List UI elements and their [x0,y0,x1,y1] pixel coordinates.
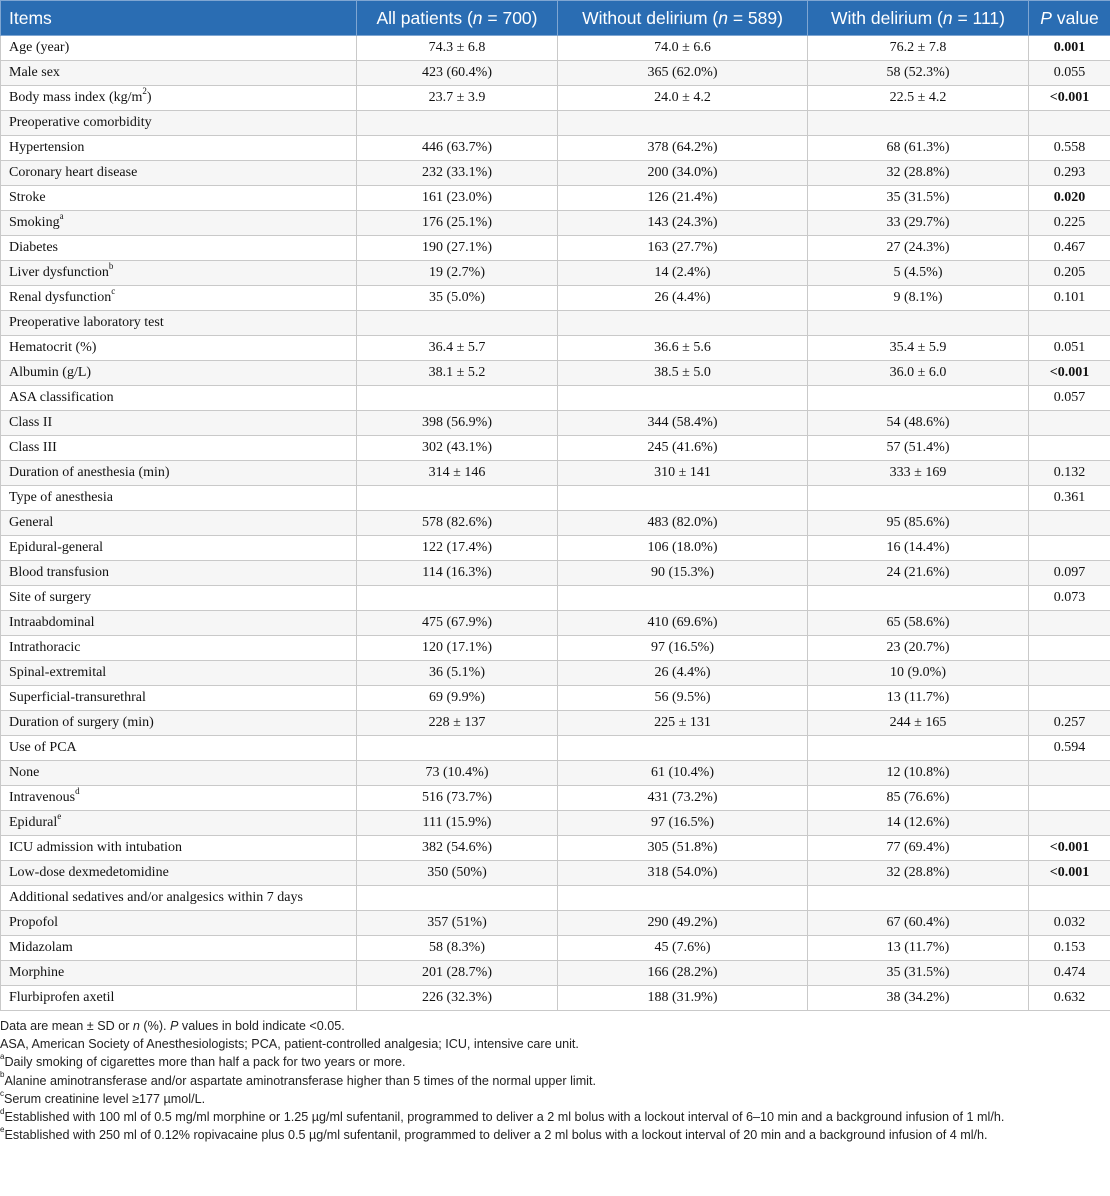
cell-without-delirium: 431 (73.2%) [558,786,808,811]
footnote-c: $^c$Serum creatinine level ≥177 µmol/L. [0,1088,206,1106]
cell-p-value: 0.051 [1029,336,1110,361]
row-label: Age (year) [1,36,357,61]
cell-all-patients: 19 (2.7%) [357,261,558,286]
cell-with-delirium: 54 (48.6%) [808,411,1029,436]
table-row [1,36,1110,61]
row-label: Class III [1,436,357,461]
cell-all-patients: 36 (5.1%) [357,661,558,686]
cell-p-value: 0.225 [1029,211,1110,236]
cell-p-value [1029,761,1110,786]
cell-without-delirium: 290 (49.2%) [558,911,808,936]
row-label: Smoking$^a$ [1,211,357,236]
table-row [1,236,1110,261]
table-row [1,286,1110,311]
cell-p-value: <0.001 [1029,361,1110,386]
cell-p-value: 0.205 [1029,261,1110,286]
cell-with-delirium: 38 (34.2%) [808,986,1029,1011]
cell-all-patients [357,311,558,336]
cell-all-patients: 423 (60.4%) [357,61,558,86]
cell-without-delirium: 97 (16.5%) [558,811,808,836]
cell-without-delirium: 126 (21.4%) [558,186,808,211]
row-label: Morphine [1,961,357,986]
cell-p-value: 0.293 [1029,161,1110,186]
table-row [1,261,1110,286]
table-row [1,61,1110,86]
row-label: Duration of surgery (min) [1,711,357,736]
cell-p-value: 0.020 [1029,186,1110,211]
cell-with-delirium: 36.0 ± 6.0 [808,361,1029,386]
row-label: Stroke [1,186,357,211]
cell-p-value: 0.474 [1029,961,1110,986]
cell-all-patients: 228 ± 137 [357,711,558,736]
table-row [1,761,1110,786]
cell-all-patients [357,586,558,611]
row-label: Hematocrit (%) [1,336,357,361]
cell-p-value: 0.097 [1029,561,1110,586]
cell-p-value: 0.073 [1029,586,1110,611]
cell-p-value [1029,536,1110,561]
cell-with-delirium: 9 (8.1%) [808,286,1029,311]
row-label: Class II [1,411,357,436]
table-row [1,336,1110,361]
cell-without-delirium: 90 (15.3%) [558,561,808,586]
cell-without-delirium [558,386,808,411]
cell-all-patients: 114 (16.3%) [357,561,558,586]
cell-all-patients: 73 (10.4%) [357,761,558,786]
cell-all-patients: 69 (9.9%) [357,686,558,711]
table-row [1,986,1110,1011]
cell-p-value [1029,611,1110,636]
table-row [1,211,1110,236]
header-all-patients: All patients (n = 700) [357,1,558,36]
row-label: Intrathoracic [1,636,357,661]
row-label: Spinal-extremital [1,661,357,686]
table-row [1,536,1110,561]
row-label: Propofol [1,911,357,936]
table-row [1,836,1110,861]
cell-without-delirium: 26 (4.4%) [558,286,808,311]
cell-all-patients [357,111,558,136]
cell-all-patients: 111 (15.9%) [357,811,558,836]
cell-all-patients: 232 (33.1%) [357,161,558,186]
cell-with-delirium: 22.5 ± 4.2 [808,86,1029,111]
cell-all-patients: 578 (82.6%) [357,511,558,536]
table-body [1,36,1110,1011]
row-label: Preoperative laboratory test [1,311,357,336]
table-row [1,911,1110,936]
cell-with-delirium [808,111,1029,136]
cell-all-patients: 475 (67.9%) [357,611,558,636]
row-label: Low-dose dexmedetomidine [1,861,357,886]
footnote-d: $^d$Established with 100 ml of 0.5 mg/ml morphine or 1.25 µg/ml sufentanil, programmed to deliver a 2 ml bolus with a lockout interval of 6–10 min and a background infusion of 1 ml/h. [0,1106,1005,1125]
cell-with-delirium: 33 (29.7%) [808,211,1029,236]
table-row [1,886,1110,911]
row-label: Preoperative comorbidity [1,111,357,136]
row-label: Additional sedatives and/or analgesics within 7 days [1,886,357,911]
footnote-b: $^b$Alanine aminotransferase and/or aspartate aminotransferase higher than 5 times of the normal upper limit. [0,1070,596,1088]
cell-with-delirium: 24 (21.6%) [808,561,1029,586]
cell-with-delirium: 10 (9.0%) [808,661,1029,686]
cell-with-delirium: 13 (11.7%) [808,936,1029,961]
cell-without-delirium: 36.6 ± 5.6 [558,336,808,361]
footnote-e: $^e$Established with 250 ml of 0.12% ropivacaine plus 0.5 µg/ml sufentanil, programmed to deliver a 2 ml bolus with a lockout interval of 20 min and a background infusion of 4 ml/h. [0,1125,988,1143]
cell-without-delirium: 166 (28.2%) [558,961,808,986]
table-row [1,411,1110,436]
cell-without-delirium [558,886,808,911]
cell-without-delirium: 225 ± 131 [558,711,808,736]
row-label: Diabetes [1,236,357,261]
cell-with-delirium: 57 (51.4%) [808,436,1029,461]
cell-with-delirium: 14 (12.6%) [808,811,1029,836]
row-label: ASA classification [1,386,357,411]
table-row [1,861,1110,886]
table-row [1,811,1110,836]
cell-with-delirium: 35.4 ± 5.9 [808,336,1029,361]
cell-without-delirium [558,586,808,611]
row-label: Renal dysfunction$^c$ [1,286,357,311]
cell-all-patients: 516 (73.7%) [357,786,558,811]
cell-with-delirium: 58 (52.3%) [808,61,1029,86]
row-label: Site of surgery [1,586,357,611]
cell-all-patients: 176 (25.1%) [357,211,558,236]
cell-with-delirium: 35 (31.5%) [808,186,1029,211]
row-label: Albumin (g/L) [1,361,357,386]
cell-p-value [1029,111,1110,136]
row-label: Male sex [1,61,357,86]
cell-all-patients: 38.1 ± 5.2 [357,361,558,386]
cell-p-value [1029,686,1110,711]
cell-without-delirium: 26 (4.4%) [558,661,808,686]
cell-p-value: 0.032 [1029,911,1110,936]
table-row [1,486,1110,511]
cell-all-patients: 398 (56.9%) [357,411,558,436]
cell-with-delirium: 12 (10.8%) [808,761,1029,786]
cell-without-delirium: 365 (62.0%) [558,61,808,86]
cell-p-value: 0.558 [1029,136,1110,161]
cell-with-delirium [808,311,1029,336]
cell-p-value [1029,786,1110,811]
cell-without-delirium [558,486,808,511]
table-row [1,136,1110,161]
row-label: Intraabdominal [1,611,357,636]
cell-p-value [1029,886,1110,911]
cell-p-value: 0.153 [1029,936,1110,961]
cell-p-value [1029,411,1110,436]
table-row [1,111,1110,136]
cell-p-value: 0.257 [1029,711,1110,736]
cell-p-value [1029,636,1110,661]
cell-without-delirium [558,111,808,136]
cell-all-patients: 357 (51%) [357,911,558,936]
cell-p-value: 0.132 [1029,461,1110,486]
cell-without-delirium [558,311,808,336]
table-row [1,436,1110,461]
cell-without-delirium: 188 (31.9%) [558,986,808,1011]
cell-without-delirium: 14 (2.4%) [558,261,808,286]
header-p-value: P value [1029,1,1110,36]
cell-all-patients [357,886,558,911]
cell-without-delirium: 97 (16.5%) [558,636,808,661]
cell-with-delirium: 95 (85.6%) [808,511,1029,536]
cell-all-patients [357,486,558,511]
cell-p-value: 0.594 [1029,736,1110,761]
cell-with-delirium: 77 (69.4%) [808,836,1029,861]
cell-with-delirium: 5 (4.5%) [808,261,1029,286]
cell-all-patients: 446 (63.7%) [357,136,558,161]
row-label: Blood transfusion [1,561,357,586]
cell-without-delirium: 74.0 ± 6.6 [558,36,808,61]
cell-all-patients [357,736,558,761]
cell-all-patients: 35 (5.0%) [357,286,558,311]
header-without-delirium: Without delirium (n = 589) [558,1,808,36]
table-row [1,611,1110,636]
cell-with-delirium: 76.2 ± 7.8 [808,36,1029,61]
cell-p-value: 0.001 [1029,36,1110,61]
cell-without-delirium [558,736,808,761]
table-row [1,961,1110,986]
footnote-a: $^a$Daily smoking of cigarettes more than half a pack for two years or more. [0,1052,406,1070]
cell-without-delirium: 344 (58.4%) [558,411,808,436]
cell-without-delirium: 56 (9.5%) [558,686,808,711]
cell-with-delirium: 68 (61.3%) [808,136,1029,161]
table-row [1,636,1110,661]
table-row [1,86,1110,111]
cell-all-patients: 74.3 ± 6.8 [357,36,558,61]
cell-p-value [1029,311,1110,336]
cell-p-value [1029,661,1110,686]
table-row [1,161,1110,186]
cell-without-delirium: 410 (69.6%) [558,611,808,636]
cell-all-patients: 382 (54.6%) [357,836,558,861]
cell-with-delirium: 32 (28.8%) [808,161,1029,186]
row-label: Coronary heart disease [1,161,357,186]
cell-all-patients: 58 (8.3%) [357,936,558,961]
table-row [1,386,1110,411]
cell-p-value: 0.632 [1029,986,1110,1011]
table-row [1,586,1110,611]
cell-with-delirium: 333 ± 169 [808,461,1029,486]
row-label: Use of PCA [1,736,357,761]
table-row [1,686,1110,711]
cell-p-value: 0.361 [1029,486,1110,511]
cell-all-patients: 226 (32.3%) [357,986,558,1011]
cell-without-delirium: 45 (7.6%) [558,936,808,961]
cell-without-delirium: 305 (51.8%) [558,836,808,861]
row-label: None [1,761,357,786]
cell-all-patients: 161 (23.0%) [357,186,558,211]
row-label: Midazolam [1,936,357,961]
row-label: General [1,511,357,536]
cell-p-value: <0.001 [1029,836,1110,861]
cell-p-value: <0.001 [1029,861,1110,886]
cell-without-delirium: 24.0 ± 4.2 [558,86,808,111]
cell-all-patients: 23.7 ± 3.9 [357,86,558,111]
table-row [1,561,1110,586]
cell-with-delirium [808,886,1029,911]
cell-all-patients: 201 (28.7%) [357,961,558,986]
cell-p-value [1029,436,1110,461]
cell-with-delirium: 23 (20.7%) [808,636,1029,661]
cell-without-delirium: 245 (41.6%) [558,436,808,461]
table-row [1,661,1110,686]
row-label: Hypertension [1,136,357,161]
cell-without-delirium: 310 ± 141 [558,461,808,486]
cell-without-delirium: 483 (82.0%) [558,511,808,536]
cell-without-delirium: 318 (54.0%) [558,861,808,886]
cell-all-patients: 190 (27.1%) [357,236,558,261]
table-row [1,936,1110,961]
cell-with-delirium: 65 (58.6%) [808,611,1029,636]
cell-all-patients [357,386,558,411]
cell-p-value [1029,811,1110,836]
row-label: Duration of anesthesia (min) [1,461,357,486]
cell-with-delirium: 67 (60.4%) [808,911,1029,936]
row-label: ICU admission with intubation [1,836,357,861]
cell-with-delirium: 244 ± 165 [808,711,1029,736]
header-items: Items [1,1,357,36]
cell-with-delirium [808,386,1029,411]
row-label: Epidural-general [1,536,357,561]
table-header-row [1,1,1110,36]
cell-all-patients: 302 (43.1%) [357,436,558,461]
cell-p-value: 0.101 [1029,286,1110,311]
cell-p-value: 0.057 [1029,386,1110,411]
cell-without-delirium: 61 (10.4%) [558,761,808,786]
cell-p-value [1029,511,1110,536]
cell-with-delirium: 32 (28.8%) [808,861,1029,886]
cell-all-patients: 36.4 ± 5.7 [357,336,558,361]
table-row [1,461,1110,486]
cell-without-delirium: 143 (24.3%) [558,211,808,236]
row-label: Epidural$^e$ [1,811,357,836]
row-label: Intravenous$^d$ [1,786,357,811]
row-label: Body mass index $(kg/m^2)$ [1,86,357,111]
header-with-delirium: With delirium (n = 111) [808,1,1029,36]
row-label: Flurbiprofen axetil [1,986,357,1011]
cell-without-delirium: 163 (27.7%) [558,236,808,261]
cell-with-delirium [808,736,1029,761]
cell-all-patients: 120 (17.1%) [357,636,558,661]
cell-without-delirium: 38.5 ± 5.0 [558,361,808,386]
table-row [1,511,1110,536]
table-row [1,361,1110,386]
cell-p-value: 0.467 [1029,236,1110,261]
cell-with-delirium: 16 (14.4%) [808,536,1029,561]
cell-with-delirium: 27 (24.3%) [808,236,1029,261]
footnote-data-summary: Data are mean ± SD or n (%). P values in bold indicate <0.05. [0,1019,345,1033]
cell-p-value: <0.001 [1029,86,1110,111]
cell-all-patients: 314 ± 146 [357,461,558,486]
row-label: Superficial-transurethral [1,686,357,711]
cell-without-delirium: 106 (18.0%) [558,536,808,561]
table-row [1,786,1110,811]
row-label: Type of anesthesia [1,486,357,511]
table-row [1,311,1110,336]
footnote-abbreviations: ASA, American Society of Anesthesiologists; PCA, patient-controlled analgesia; ICU, intensive care unit. [0,1037,579,1052]
table-row [1,186,1110,211]
cell-with-delirium [808,486,1029,511]
cell-with-delirium: 13 (11.7%) [808,686,1029,711]
cell-with-delirium [808,586,1029,611]
cell-with-delirium: 35 (31.5%) [808,961,1029,986]
cell-p-value: 0.055 [1029,61,1110,86]
table-row [1,711,1110,736]
cell-without-delirium: 200 (34.0%) [558,161,808,186]
cell-all-patients: 122 (17.4%) [357,536,558,561]
table-row [1,736,1110,761]
cell-with-delirium: 85 (76.6%) [808,786,1029,811]
row-label: Liver dysfunction$^b$ [1,261,357,286]
cell-without-delirium: 378 (64.2%) [558,136,808,161]
table-footnotes [0,1017,1108,1144]
cell-all-patients: 350 (50%) [357,861,558,886]
